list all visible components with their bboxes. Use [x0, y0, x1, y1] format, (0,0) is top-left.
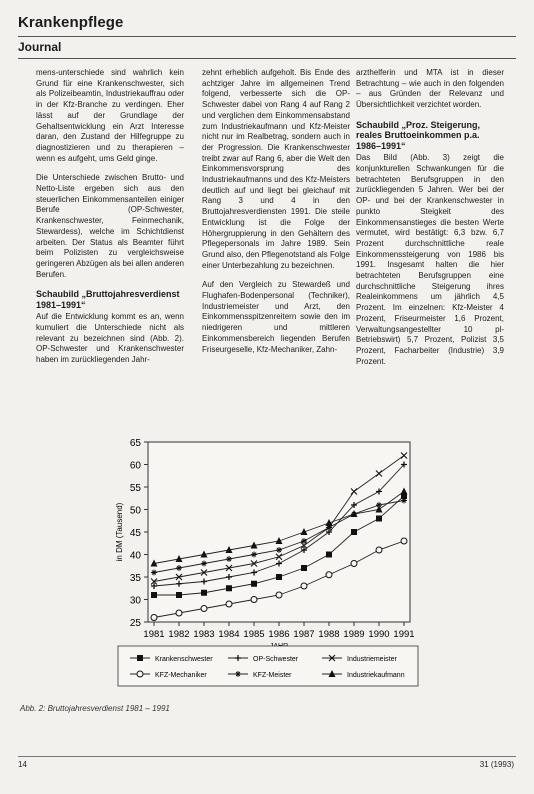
data-point: [251, 581, 257, 587]
paragraph: mens-unterschiede sind wahrlich kein Grund für eine Krankenschwester, sich als Polizeibeamtin, Industriekauffrau oder in der Kfz-Branche zu verdingen. Eher lässt auf der Grundlage der Gehaltsentwicklung ein Arzt Interesse daran, den Zustand der Hilfegruppe zu diagnostizieren und zu therapieren – wenn es aufgeht, ums Geld ginge.: [36, 68, 184, 163]
page-header: [18, 14, 124, 31]
paragraph: Die Unterschiede zwischen Brutto- und Netto-Liste ergeben sich aus den steuerlichen Einkommensanteilen einiger Berufe (OP-Schwester, Krankenschwester, Feinmechanik, Stewardess), welche im Schichtdienst arbeiten. Der Status als Beamter führt beim Polizisten zu vergleichsweise geringeren Abzügen als bei allen anderen Berufen.: [36, 173, 184, 279]
data-point: [151, 615, 157, 621]
subheading: Schaubild „Proz. Steigerung, reales Bruttoeinkommen p.a. 1986–1991“: [356, 119, 481, 151]
data-point: [301, 565, 307, 571]
legend-label: OP-Schwester: [253, 656, 299, 663]
x-tick-label: 1990: [368, 629, 390, 640]
data-point: [351, 529, 357, 535]
legend-marker: [137, 655, 143, 661]
data-point: [226, 601, 232, 607]
text-column-3: [356, 68, 504, 376]
x-tick-label: 1987: [293, 629, 315, 640]
x-tick-label: 1991: [393, 629, 415, 640]
x-tick-label: 1988: [318, 629, 340, 640]
x-tick-label: 1985: [243, 629, 265, 640]
x-tick-label: 1984: [218, 629, 240, 640]
data-point: [176, 610, 182, 616]
legend-label: Industriekaufmann: [347, 672, 405, 679]
legend-label: Industriemeister: [347, 656, 397, 663]
figure-caption: Abb. 2: Bruttojahresverdienst 1981 – 1991: [20, 704, 170, 713]
data-point: [376, 516, 382, 522]
x-tick-label: 1983: [193, 629, 215, 640]
data-point: [351, 561, 357, 567]
data-point: [201, 590, 207, 596]
y-tick-label: 60: [129, 460, 141, 472]
data-point: [326, 572, 332, 578]
subheader: [18, 40, 61, 54]
page-number: 14: [18, 760, 27, 769]
y-tick-label: 50: [129, 505, 141, 517]
y-tick-label: 25: [129, 618, 141, 629]
data-point: [226, 585, 232, 591]
data-point: [401, 538, 407, 544]
paragraph: Auf den Vergleich zu Stewardeß und Flughafen-Bodenpersonal (Techniker), Industriemeister und Arzt, den Einkommensspitzenreitern sowie den im niedrigeren und mittleren Einkommensbereich liegenden Berufen Friseurgeselle, Kfz-Mechaniker, Zahn-: [202, 280, 350, 354]
data-point: [201, 606, 207, 612]
y-tick-label: 35: [129, 573, 141, 584]
y-tick-label: 45: [129, 528, 141, 539]
x-tick-label: 1982: [168, 629, 190, 640]
text-column-2: [202, 68, 350, 364]
issue-label: 31 (1993): [479, 760, 514, 769]
paragraph: Das Bild (Abb. 3) zeigt die konjunkturellen Schwankungen für die betrachteten Berufsgruppen in den zurückliegenden 5 Jahren. Wer bei der OP- und bei der Krankenschwester in punkto Steigkeit des Einkommensanstieges die besten Werte vermutet, wird bestätigt: 6,3 bzw. 6,7 Prozent durchschnittliche reale Einkommenssteigerung von 1986 bis 1991. Insgesamt halten die hier betrachteten Berufsgruppen eine durchschnittliche Steigerung ihres Realeinkommens um jährlich 4,5 Prozent. Im einzelnen: Kfz-Meister 4 Prozent, Friseurmeister 1,6 Prozent, Verwaltungsangestellter 10 pl-Betriebswirt) 5,7 Prozent, Polizist 3,5 Prozent, Facharbeiter (Industrie) 3,9 Prozent.: [356, 153, 504, 366]
footer-rule: [18, 756, 516, 757]
data-point: [176, 592, 182, 598]
text-column-1: [36, 68, 184, 375]
salary-line-chart: [100, 432, 430, 700]
data-point: [276, 592, 282, 598]
paragraph: arzthelferin und MTA ist in dieser Betrachtung – wie auch in den folgenden – aus Gründen der Relevanz und Übersichtlichkeit verzichtet worden.: [356, 68, 504, 110]
legend-label: Krankenschwester: [155, 656, 213, 663]
data-point: [151, 592, 157, 598]
paragraph: Auf die Entwicklung kommt es an, wenn kumuliert die Unterschiede nicht als relevant zu bezeichnen sind (Abb. 2). OP-Schwester und Krankenschwester haben im zurückliegenden Jahr-: [36, 312, 184, 365]
legend-label: KFZ-Mechaniker: [155, 672, 207, 679]
y-tick-label: 30: [129, 595, 141, 607]
header-rule: [18, 36, 516, 37]
subsection-title: Journal: [18, 40, 62, 54]
y-tick-label: 55: [129, 483, 141, 494]
x-tick-label: 1981: [143, 629, 165, 640]
data-point: [376, 547, 382, 553]
data-point: [326, 552, 332, 558]
x-tick-label: 1986: [268, 629, 290, 640]
x-tick-label: 1989: [343, 629, 365, 640]
legend-box: [118, 646, 418, 686]
y-tick-label: 40: [129, 550, 141, 562]
data-point: [276, 574, 282, 580]
data-point: [301, 583, 307, 589]
section-title: Krankenpflege: [18, 14, 124, 31]
legend-marker: [137, 671, 143, 677]
y-tick-label: 65: [129, 438, 141, 449]
data-point: [251, 597, 257, 603]
subheader-rule: [18, 58, 516, 59]
y-axis-label: in DM (Tausend): [115, 502, 124, 562]
subheading: Schaubild „Bruttojahresverdienst 1981–1991“: [36, 289, 180, 310]
paragraph: zehnt erheblich aufgeholt. Bis Ende des achtziger Jahre im allgemeinen Trend folgend, verbesserte sich die OP-Schwester dabei von Rang 4 auf Rang 2 und verglichen dem Einkommensabstand zum Industriekaufmann und Kfz-Meister nicht nur im Realbetrag, sondern auch in der Progression. Die Krankenschwester treibt zwar auf Rang 6, aber die Welt den Einkommensvorsprung des Industriekaufmanns und des Kfz-Meisters deutlich auf und liegt bei gleichauf mit Rang 3 und 4 in den Bruttojahresverdiensten 1991. Die steile Entwicklung ist die Folge der Höhergruppierung in den Gehältern des Pflegepersonals im Jahre 1989. Sein Grund also, den Pflegenotstand als Folge einer Unterbezahlung zu bezeichnen.: [202, 68, 350, 270]
legend-label: KFZ-Meister: [253, 672, 292, 679]
